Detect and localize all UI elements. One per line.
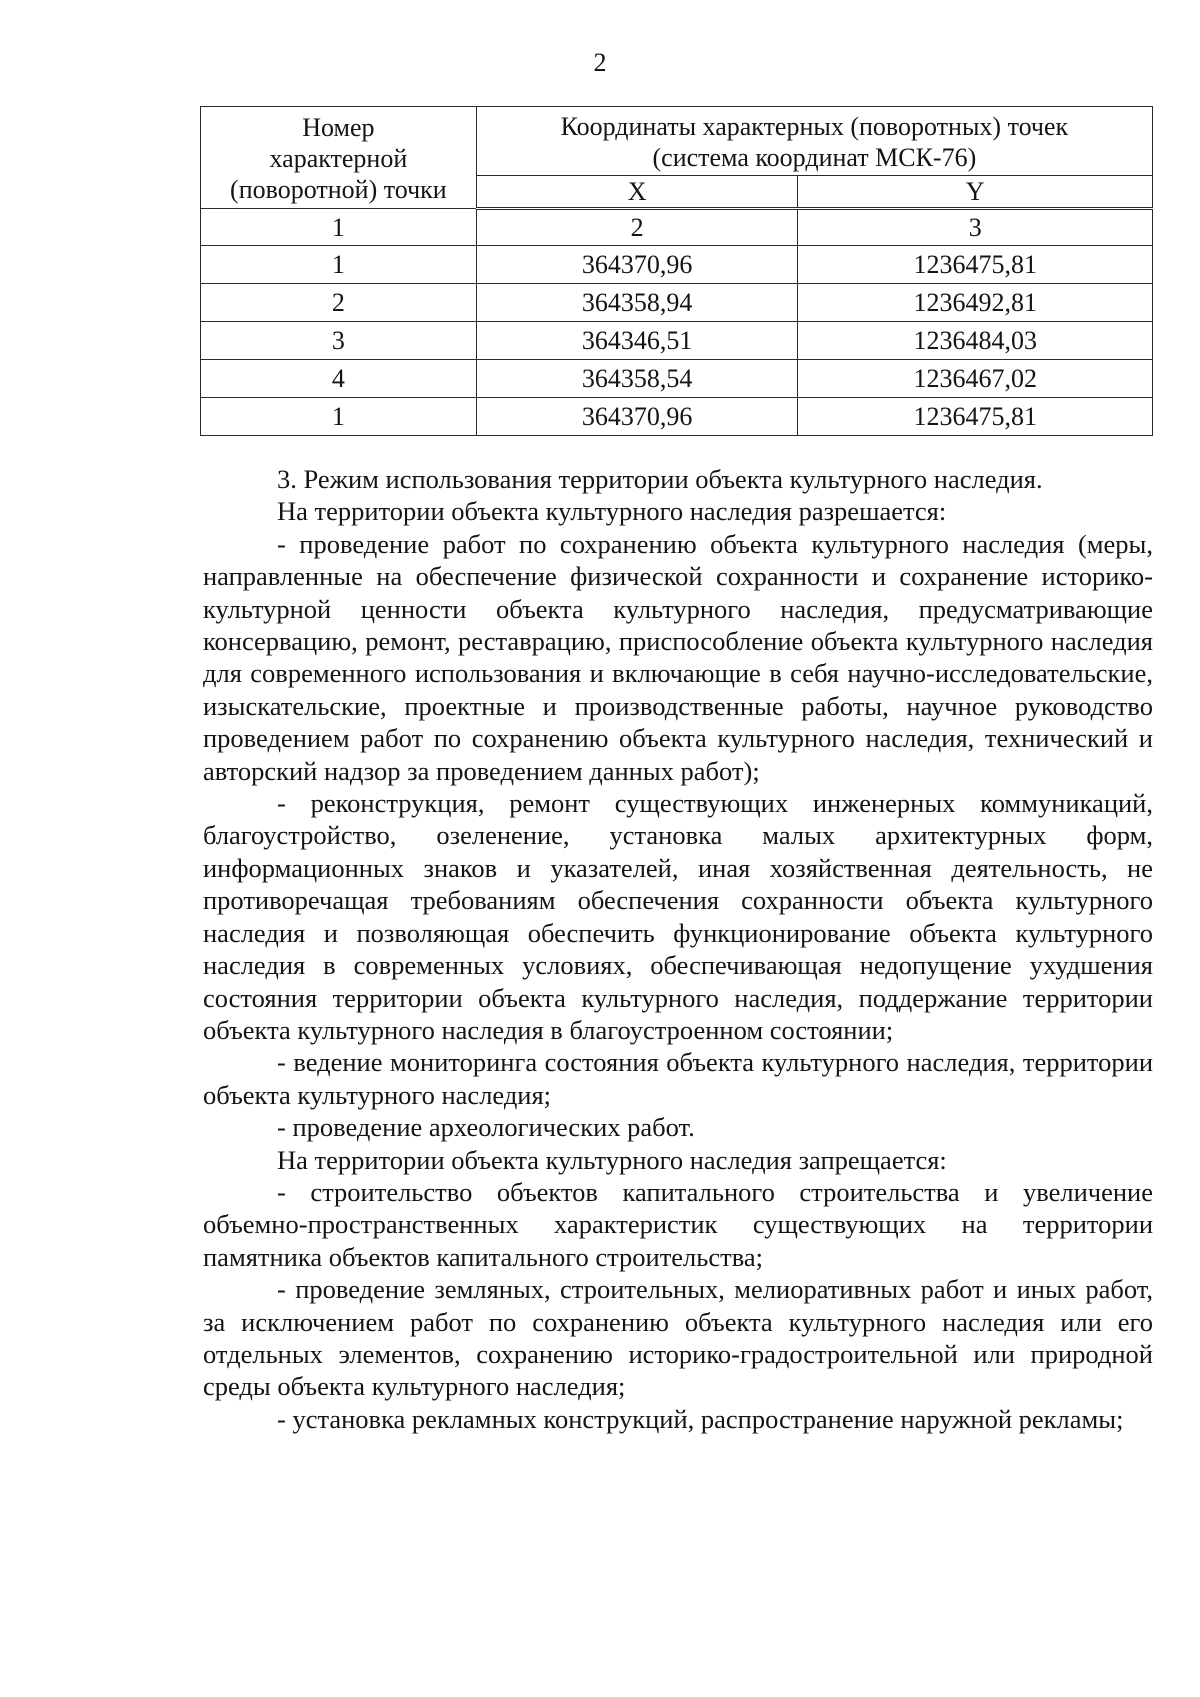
x-cell: 364358,94 [476, 284, 798, 322]
forbidden-item-construction: - строительство объектов капитального строительства и увеличение объемно-пространственных характеристик существующих на территории памятника объектов капитального строительства; [203, 1176, 1153, 1272]
point-number-cell: 1 [201, 398, 477, 436]
x-cell: 364370,96 [476, 398, 798, 436]
forbidden-item-earthworks: - проведение земляных, строительных, мелиоративных работ и иных работ, за исключением работ по сохранению объекта культурного наследия или его отдельных элементов, сохранению историко-градостроительной или природной среды объекта культурного наследия; [203, 1274, 1153, 1402]
x-cell: 364370,96 [476, 246, 798, 284]
index-cell: 2 [476, 209, 798, 246]
allowed-item-preservation: - проведение работ по сохранению объекта культурного наследия (меры, направленные на обеспечение физической сохранности и сохранение историко-культурной ценности объекта культурного наследия, предусматривающие консервацию, ремонт, реставрацию, приспособление объекта культурного наследия для современного использования и включающие в себя научно-исследовательские, изыскательские, проектные и производственные работы, научное руководство проведением работ по сохранению объекта культурного наследия, технический и авторский надзор за проведением данных работ); [203, 528, 1153, 786]
point-number-cell: 4 [201, 360, 477, 398]
header-point-number-line: (поворотной) точки [230, 175, 447, 204]
x-cell: 364346,51 [476, 322, 798, 360]
x-cell: 364358,54 [476, 360, 798, 398]
index-cell: 3 [798, 209, 1153, 246]
header-coordinates [476, 107, 1152, 176]
y-cell: 1236484,03 [798, 322, 1153, 360]
header-y: Y [798, 176, 1153, 209]
allowed-item-archaeology: - проведение археологических работ. [277, 1112, 695, 1143]
y-cell: 1236492,81 [798, 284, 1153, 322]
point-number-cell: 1 [201, 246, 477, 284]
header-point-number [201, 107, 477, 209]
section-heading: 3. Режим использования территории объекта культурного наследия. [277, 464, 1043, 494]
table-row [201, 284, 1153, 322]
forbidden-item-advertising: - установка рекламных конструкций, распространение наружной рекламы; [277, 1403, 1124, 1434]
point-number-cell: 2 [201, 284, 477, 322]
index-cell: 1 [201, 209, 477, 246]
table-row [201, 398, 1153, 436]
header-coordinates-line: Координаты характерных (поворотных) точек [560, 112, 1069, 141]
page-number: 2 [593, 48, 607, 77]
y-cell: 1236467,02 [798, 360, 1153, 398]
point-number-cell: 3 [201, 322, 477, 360]
table-row [201, 360, 1153, 398]
table-index-row [201, 209, 1153, 246]
allowed-intro: На территории объекта культурного наследия разрешается: [277, 496, 947, 527]
allowed-item-reconstruction: - реконструкция, ремонт существующих инженерных коммуникаций, благоустройство, озеленение, установка малых архитектурных форм, информационных знаков и указателей, иная хозяйственная деятельность, не противоречащая требованиям обеспечения сохранности объекта культурного наследия и позволяющая обеспечить функционирование объекта культурного наследия в современных условиях, обеспечивающая недопущение ухудшения состояния территории объекта культурного наследия, поддержание территории объекта культурного наследия в благоустроенном состоянии; [203, 788, 1153, 1045]
header-coordinates-line: (система координат МСК-76) [652, 143, 977, 172]
allowed-item-monitoring: - ведение мониторинга состояния объекта культурного наследия, территории объекта культурного наследия; [203, 1047, 1153, 1110]
header-x: X [476, 176, 798, 209]
table-row [201, 322, 1153, 360]
body-text [203, 463, 1153, 1435]
table-row [201, 246, 1153, 284]
coordinates-table [200, 106, 1153, 436]
table-header-row [201, 107, 1153, 176]
forbidden-intro: На территории объекта культурного наследия запрещается: [277, 1144, 947, 1175]
header-point-number-line: Номер [302, 113, 375, 142]
y-cell: 1236475,81 [798, 398, 1153, 436]
header-point-number-line: характерной [269, 144, 408, 173]
y-cell: 1236475,81 [798, 246, 1153, 284]
